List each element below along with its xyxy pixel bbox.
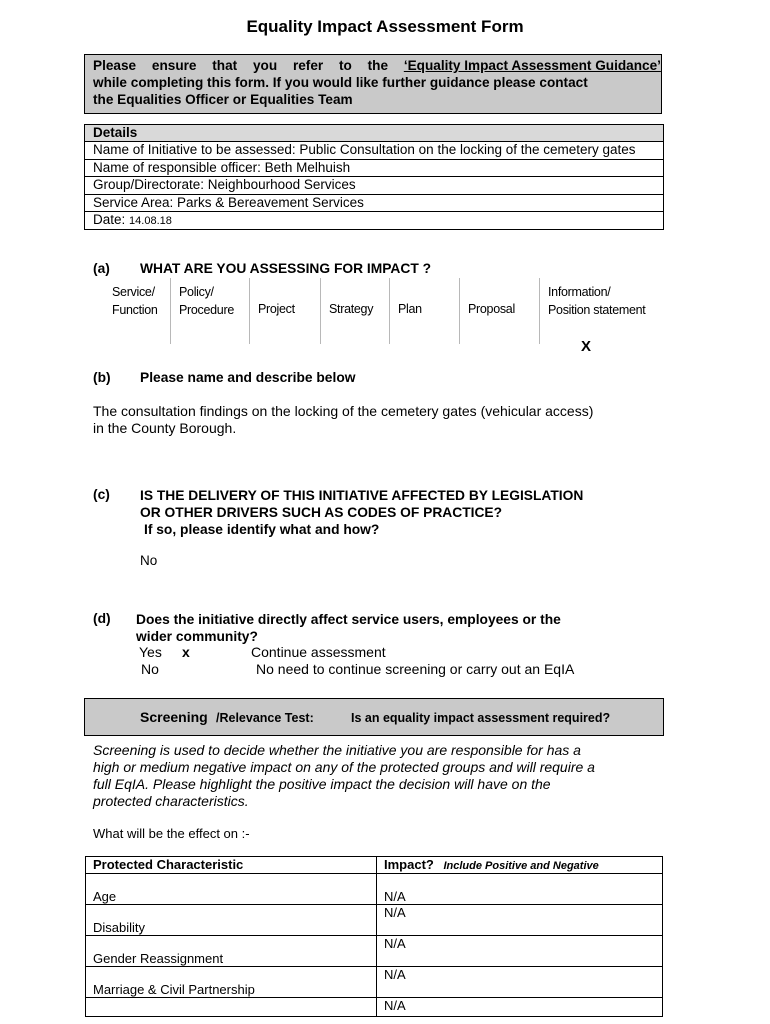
- table-row: [86, 998, 663, 1017]
- guidance-word: ensure: [151, 58, 197, 73]
- details-table: [84, 124, 664, 230]
- option-information-position[interactable]: [539, 278, 674, 344]
- option-proposal[interactable]: [459, 278, 539, 344]
- option-label: Project: [258, 302, 295, 316]
- screening-line: full EqIA. Please highlight the positive impact the decision will have on the: [93, 776, 551, 792]
- details-date: [85, 211, 663, 229]
- details-header: Details: [85, 125, 663, 141]
- screening-line: Screening is used to decide whether the initiative you are responsible for has a: [93, 742, 581, 758]
- characteristic-cell: Gender Reassignment: [86, 936, 377, 967]
- guidance-word: Please: [93, 58, 137, 73]
- assessment-type-options: [104, 278, 674, 344]
- impact-cell[interactable]: N/A: [377, 905, 663, 936]
- section-d-heading: [136, 611, 561, 645]
- yes-label: Yes: [139, 644, 162, 660]
- section-d-label: (d): [93, 611, 111, 626]
- no-text: No need to continue screening or carry out an EqIA: [256, 661, 575, 677]
- details-service-area: Service Area: Parks & Bereavement Services: [85, 194, 663, 211]
- characteristic-cell: [86, 998, 377, 1017]
- option-policy-procedure[interactable]: [170, 278, 249, 344]
- screening-question: Is an equality impact assessment required?: [351, 711, 611, 725]
- characteristic-cell: Age: [86, 874, 377, 905]
- table-row: [86, 967, 663, 998]
- option-label: Policy/: [179, 285, 214, 299]
- screening-line: high or medium negative impact on any of the protected groups and will require a: [93, 759, 595, 775]
- description-line: in the County Borough.: [93, 420, 237, 436]
- guidance-word: refer: [292, 58, 324, 73]
- option-label: Procedure: [179, 303, 234, 317]
- table-header-row: [86, 857, 663, 874]
- details-officer: Name of responsible officer: Beth Melhuish: [85, 159, 663, 176]
- option-label: Proposal: [468, 302, 515, 316]
- option-label: Plan: [398, 302, 422, 316]
- option-label: Position statement: [548, 303, 646, 317]
- section-c-label: (c): [93, 487, 110, 502]
- initiative-description: [93, 403, 593, 437]
- section-b-label: (b): [93, 370, 111, 385]
- section-c-heading: [140, 487, 583, 538]
- option-label: Function: [112, 303, 158, 317]
- guidance-box: [84, 54, 662, 114]
- impact-cell[interactable]: N/A: [377, 967, 663, 998]
- description-line: The consultation findings on the locking of the cemetery gates (vehicular access): [93, 403, 594, 419]
- section-a-heading: WHAT ARE YOU ASSESSING FOR IMPACT ?: [140, 261, 432, 276]
- option-project[interactable]: [249, 278, 320, 344]
- impact-cell[interactable]: N/A: [377, 936, 663, 967]
- details-directorate: Group/Directorate: Neighbourhood Services: [85, 176, 663, 193]
- impact-cell[interactable]: N/A: [377, 874, 663, 905]
- selected-option-mark: X: [581, 338, 592, 355]
- option-label: Information/: [548, 285, 611, 299]
- option-plan[interactable]: [389, 278, 459, 344]
- screening-label-rest: /Relevance Test:: [216, 711, 314, 725]
- guidance-word: you: [252, 58, 278, 73]
- guidance-line-3: the Equalities Officer or Equalities Team: [93, 92, 353, 107]
- date-value: 14.08.18: [129, 215, 172, 228]
- heading-line: IS THE DELIVERY OF THIS INITIATIVE AFFECTED BY LEGISLATION: [140, 488, 584, 503]
- yes-mark: x: [182, 644, 190, 660]
- impact-note: Include Positive and Negative: [443, 860, 599, 872]
- guidance-line-1: [93, 57, 661, 74]
- heading-line: OR OTHER DRIVERS SUCH AS CODES OF PRACTICE?: [140, 505, 503, 520]
- option-label: Service/: [112, 285, 155, 299]
- details-initiative: Name of Initiative to be assessed: Public Consultation on the locking of the cemetery gates: [85, 141, 663, 158]
- table-row: [86, 874, 663, 905]
- impact-header: Impact?: [384, 857, 434, 872]
- option-label: Strategy: [329, 302, 374, 316]
- table-row: [86, 936, 663, 967]
- section-a-label: (a): [93, 261, 110, 276]
- characteristic-cell: Marriage & Civil Partnership: [86, 967, 377, 998]
- guidance-line-2: while completing this form. If you would like further guidance please contact: [93, 75, 588, 90]
- impact-cell[interactable]: N/A: [377, 998, 663, 1017]
- heading-line: wider community?: [136, 629, 258, 644]
- no-label: No: [141, 661, 159, 677]
- yes-text: Continue assessment: [251, 644, 386, 660]
- characteristic-cell: Disability: [86, 905, 377, 936]
- guidance-word: to: [338, 58, 352, 73]
- protected-characteristics-table: [85, 856, 663, 1017]
- section-c-answer: No: [140, 553, 158, 568]
- heading-line: If so, please identify what and how?: [144, 522, 380, 537]
- option-service-function[interactable]: [104, 278, 170, 344]
- col-header-characteristic: Protected Characteristic: [86, 857, 377, 874]
- screening-label: Screening: [140, 709, 208, 725]
- screening-description: [93, 742, 595, 810]
- page-title: Equality Impact Assessment Form: [246, 17, 524, 36]
- effect-label: What will be the effect on :-: [93, 826, 250, 841]
- table-row: [86, 905, 663, 936]
- guidance-word: the: [367, 58, 389, 73]
- section-b-heading: Please name and describe below: [140, 370, 356, 385]
- heading-line: Does the initiative directly affect service users, employees or the: [136, 612, 561, 627]
- option-strategy[interactable]: [320, 278, 389, 344]
- screening-bar: [84, 698, 664, 736]
- guidance-link[interactable]: ‘Equality Impact Assessment Guidance’: [403, 58, 661, 73]
- guidance-word: that: [212, 58, 238, 73]
- screening-line: protected characteristics.: [93, 793, 249, 809]
- date-label: Date:: [93, 212, 126, 228]
- col-header-impact: [377, 857, 663, 874]
